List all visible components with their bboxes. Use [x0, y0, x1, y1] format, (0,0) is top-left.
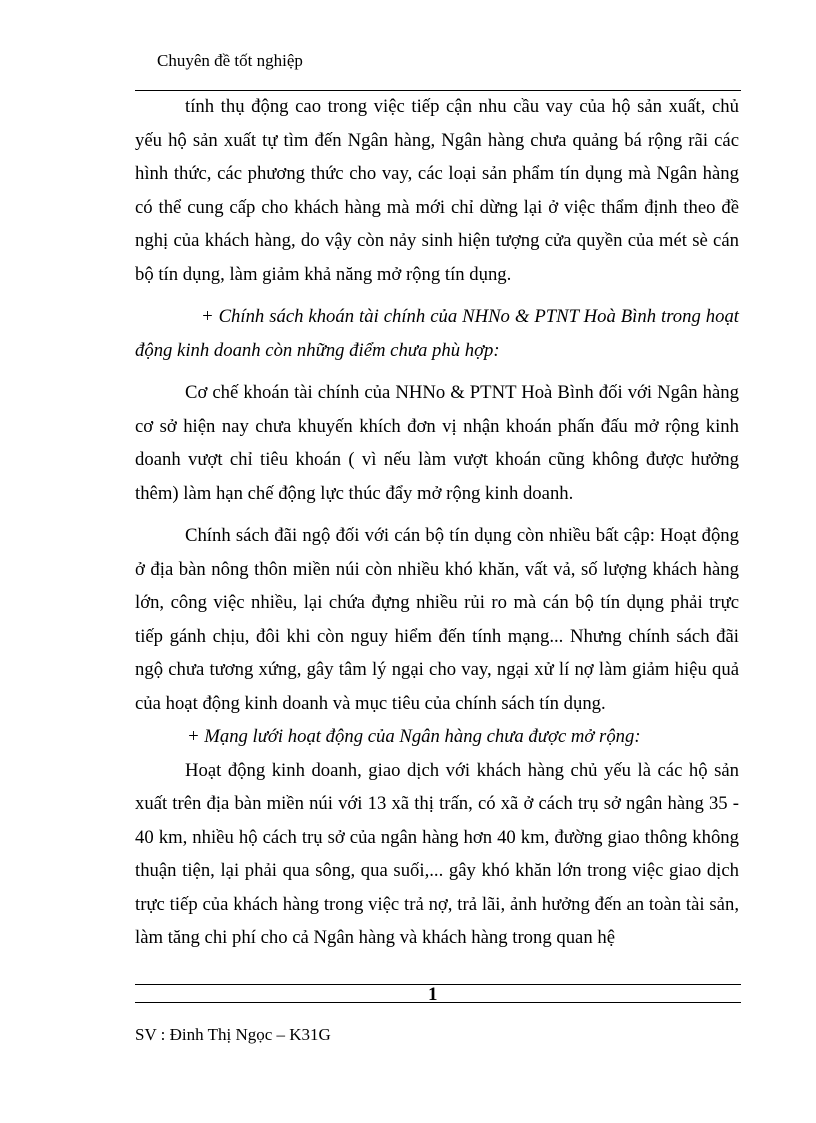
page-number: 1 [428, 984, 438, 1005]
header-title: Chuyên đề tốt nghiệp [157, 51, 303, 70]
paragraph-3: Chính sách đãi ngộ đối với cán bộ tín dụng còn nhiều bất cập: Hoạt động ở địa bàn nông thôn miền núi còn nhiều khó khăn, vất vả, số lượng khách hàng lớn, công việc nhiều, lại chứa đựng nhiều rủi ro mà cán bộ tín dụng phải trực tiếp gánh chịu, đôi khi còn nguy hiểm đến tính mạng... Nhưng chính sách đãi ngộ chưa tương xứng, gây tâm lý ngại cho vay, ngại xử lí nợ làm giảm hiệu quả của hoạt động kinh doanh và mục tiêu của chính sách tín dụng. [135, 525, 739, 714]
section-heading-financial-policy: + Chính sách khoán tài chính của NHNo & PTNT Hoà Bình trong hoạt động kinh doanh còn những điểm chưa phù hợp: [135, 306, 739, 361]
section-heading-network: + Mạng lưới hoạt động của Ngân hàng chưa được mở rộng: [187, 726, 641, 747]
paragraph-4: Hoạt động kinh doanh, giao dịch với khách hàng chủ yếu là các hộ sản xuất trên địa bàn miền núi với 13 xã thị trấn, có xã ở cách trụ sở ngân hàng 35 - 40 km, nhiều hộ cách trụ sở của ngân hàng hơn 40 km, đường giao thông không thuận tiện, lại phải qua sông, qua suối,... gây khó khăn lớn trong việc giao dịch trực tiếp của khách hàng trong việc trả nợ, trả lãi, ảnh hưởng đến an toàn tài sản, làm tăng chi phí cho cả Ngân hàng và khách hàng trong quan hệ [135, 759, 739, 948]
paragraph-1: tính thụ động cao trong việc tiếp cận nhu cầu vay của hộ sản xuất, chủ yếu hộ sản xuất tự tìm đến Ngân hàng, Ngân hàng chưa quảng bá rộng rãi các hình thức, các phương thức cho vay, các loại sản phẩm tín dụng mà Ngân hàng có thể cung cấp cho khách hàng mà mới chỉ dừng lại ở việc thẩm định theo đề nghị của khách hàng, do vậy còn nảy sinh hiện tượng cửa quyền của mét sè cán bộ tín dụng, làm giảm khả năng mở rộng tín dụng. [135, 96, 739, 285]
footer-student-info: SV : Đinh Thị Ngọc – K31G [135, 1025, 331, 1044]
footer-rule-top [135, 984, 741, 985]
paragraph-2: Cơ chế khoán tài chính của NHNo & PTNT Hoà Bình đối với Ngân hàng cơ sở hiện nay chưa khuyến khích đơn vị nhận khoán phấn đấu mở rộng kinh doanh vượt chỉ tiêu khoán ( vì nếu làm vượt khoán cũng không được hưởng thêm) làm hạn chế động lực thúc đẩy mở rộng kinh doanh. [135, 382, 739, 504]
footer-rule-bottom [135, 1002, 741, 1003]
document-body [135, 90, 739, 955]
